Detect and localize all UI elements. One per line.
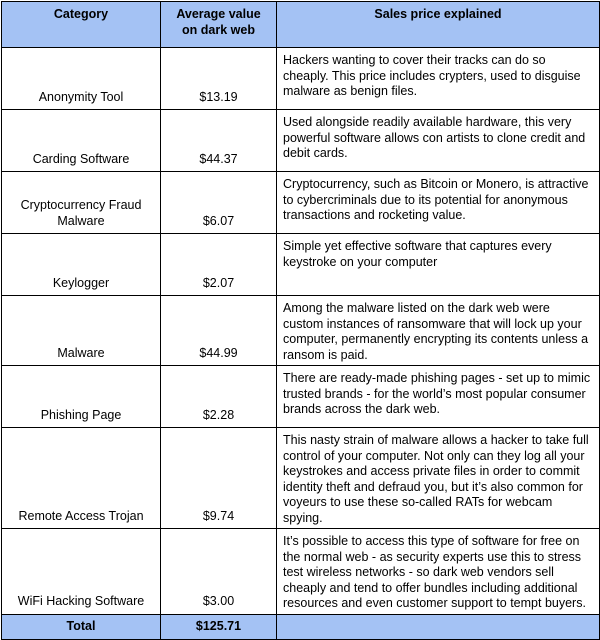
header-sales-price-explained: Sales price explained xyxy=(277,2,600,48)
category-cell: WiFi Hacking Software xyxy=(2,529,161,615)
header-category: Category xyxy=(2,2,161,48)
table-row xyxy=(2,48,600,110)
description-cell: Used alongside readily available hardware, this very powerful software allows con artists to clone credit and debit cards. xyxy=(277,110,600,172)
total-row xyxy=(2,614,600,639)
table-row xyxy=(2,234,600,296)
total-empty-cell xyxy=(277,614,600,639)
description-cell: This nasty strain of malware allows a hacker to take full control of your computer. Not only can they log all your keystrokes and access private files in order to commit identity theft and defraud you, but it’s also common for voyeurs to use these so-called RATs for webcam spying. xyxy=(277,428,600,529)
category-cell: Phishing Page xyxy=(2,366,161,428)
description-cell: Among the malware listed on the dark web were custom instances of ransomware that will lock up your computer, permanently encrypting its contents unless a ransom is paid. xyxy=(277,296,600,366)
header-row xyxy=(2,2,600,48)
table-row xyxy=(2,428,600,529)
description-cell: There are ready-made phishing pages - set up to mimic trusted brands - for the world’s most popular consumer brands across the dark web. xyxy=(277,366,600,428)
description-cell: Cryptocurrency, such as Bitcoin or Monero, is attractive to cybercriminals due to its potential for anonymous transactions and rocketing value. xyxy=(277,172,600,234)
table-row xyxy=(2,529,600,615)
price-cell: $2.28 xyxy=(161,366,277,428)
price-cell: $13.19 xyxy=(161,48,277,110)
description-cell: It’s possible to access this type of software for free on the normal web - as security experts use this to stress test wireless networks - so dark web vendors sell cheaply and tend to offer bundles including additional resources and even customer support to tempt buyers. xyxy=(277,529,600,615)
price-cell: $44.99 xyxy=(161,296,277,366)
table-row xyxy=(2,366,600,428)
category-cell: Carding Software xyxy=(2,110,161,172)
price-cell: $44.37 xyxy=(161,110,277,172)
description-cell: Simple yet effective software that captures every keystroke on your computer xyxy=(277,234,600,296)
category-cell: Remote Access Trojan xyxy=(2,428,161,529)
table-row xyxy=(2,296,600,366)
price-cell: $2.07 xyxy=(161,234,277,296)
table-row xyxy=(2,172,600,234)
category-cell: Malware xyxy=(2,296,161,366)
category-cell: Anonymity Tool xyxy=(2,48,161,110)
price-cell: $3.00 xyxy=(161,529,277,615)
category-cell: Keylogger xyxy=(2,234,161,296)
price-cell: $9.74 xyxy=(161,428,277,529)
total-label: Total xyxy=(2,614,161,639)
header-average-value: Average value on dark web xyxy=(161,2,277,48)
price-cell: $6.07 xyxy=(161,172,277,234)
total-price: $125.71 xyxy=(161,614,277,639)
table-row xyxy=(2,110,600,172)
dark-web-prices-table xyxy=(1,1,600,640)
category-cell: Cryptocurrency Fraud Malware xyxy=(2,172,161,234)
description-cell: Hackers wanting to cover their tracks can do so cheaply. This price includes crypters, used to disguise malware as benign files. xyxy=(277,48,600,110)
